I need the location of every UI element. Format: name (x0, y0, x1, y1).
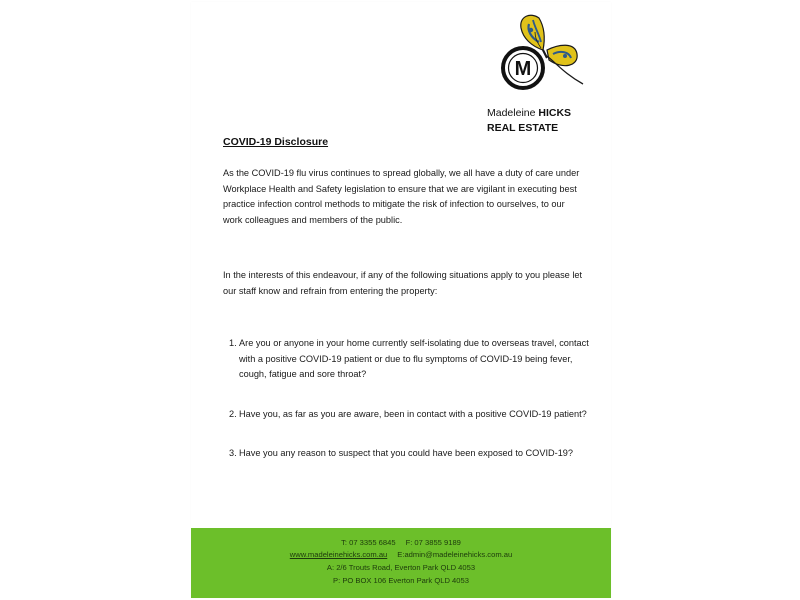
footer-web-line (191, 549, 611, 561)
brand-name (487, 106, 571, 136)
footer-email[interactable]: E:admin@madeleinehicks.com.au (397, 550, 513, 559)
brand-subtitle: REAL ESTATE (487, 122, 559, 134)
instruction-paragraph: In the interests of this endeavour, if any of the following situations apply to you please let our staff know and refrain from entering the property: (223, 270, 583, 296)
question-item (229, 336, 589, 383)
footer-po-box: P: PO BOX 106 Everton Park QLD 4053 (333, 576, 469, 585)
logo-letter: M (514, 58, 532, 80)
question-text: Have you any reason to suspect that you could have been exposed to COVID-19? (239, 448, 574, 458)
brand-line-1 (487, 106, 571, 121)
question-item (229, 407, 589, 423)
question-item (229, 446, 589, 462)
question-number: 2. (229, 408, 237, 419)
question-text: Have you, as far as you are aware, been in contact with a positive COVID-19 patient? (239, 408, 587, 419)
question-number: 1. (229, 338, 237, 348)
contact-footer (191, 528, 611, 598)
footer-phone-line (191, 537, 611, 549)
brand-name-regular: Madeleine (487, 107, 536, 119)
footer-address: A: 2/6 Trouts Road, Everton Park QLD 4053 (326, 563, 476, 572)
brand-name-bold: HICKS (538, 107, 572, 119)
footer-fax: F: 07 3855 9189 (405, 538, 461, 547)
intro-paragraph: As the COVID-19 flu virus continues to spread globally, we all have a duty of care under Workplace Health and Safety legislation to ensure that we are vigilant in executing best practice infection control methods to mitigate the risk of infection to ourselves, to our work colleagues and members of the public. (223, 168, 580, 225)
question-list (229, 336, 589, 462)
question-text: Are you or anyone in your home currently self-isolating due to overseas travel, contact with a positive COVID-19 patient or due to flu symptoms of COVID-19 being fever, cough, fatigue and sore throat? (239, 338, 589, 379)
footer-phone: T: 07 3355 6845 (341, 538, 396, 547)
company-logo (491, 12, 601, 92)
document-title: COVID-19 Disclosure (223, 136, 329, 148)
question-number: 3. (229, 448, 237, 458)
footer-website-link[interactable]: www.madeleinehicks.com.au (289, 550, 388, 559)
document-page (191, 2, 611, 598)
